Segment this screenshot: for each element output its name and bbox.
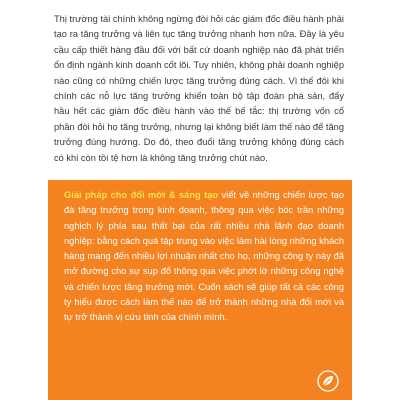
summary-panel (48, 180, 352, 400)
book-title-highlight: Giải pháp cho đổi mới & sáng tạo (64, 190, 219, 200)
summary-text (64, 188, 344, 326)
intro-paragraph: Thị trường tài chính không ngừng đòi hỏi các giám đốc điều hành phải tạo ra tăng trưởng và liên tục tăng trưởng nhanh hơn nữa. Đây là yêu cầu cấp thiết hàng đầu đối với bất cứ doanh nghiệp nào đã phát triển ổn định ngành kinh doanh cốt lõi. Tuy nhiên, không phải doanh nghiệp nào cũng có những chiến lược tăng trưởng đúng cách. Vì thế đôi khi chính các nỗ lực tăng trưởng khiến toàn bộ tập đoàn phá sản, đẩy hầu hết các giám đốc điều hành vào thế bế tắc: thị trường vốn cổ phần đòi hỏi họ tăng trưởng, nhưng lại không biết làm thế nào để tăng trưởng đúng hướng. Do đó, theo đuổi tăng trưởng không đúng cách có khi còn tồi tệ hơn là không tăng trưởng chút nào. (54, 14, 344, 163)
leaf-icon (317, 370, 339, 392)
summary-body: viết về những chiến lược tạo đà tăng trưởng trong kinh doanh, thông qua việc bóc trần những nghịch lý phía sau thất bại của rất nhiều nhà lãnh đạo doanh nghiệp: bằng cách quá tập trung vào việc làm hài lòng những khách hàng mang đến nhiều lợi nhuận nhất cho họ, những công ty này đã mở đường cho sự sụp đổ thông qua việc phớt lờ những công nghệ và chiến lược tăng trưởng mới. Cuốn sách sẽ giúp tất cả các công ty hiểu được cách làm thế nào để trở thành những nhà đổi mới và tự trở thành vị cứu tinh của chính mình. (64, 190, 344, 323)
